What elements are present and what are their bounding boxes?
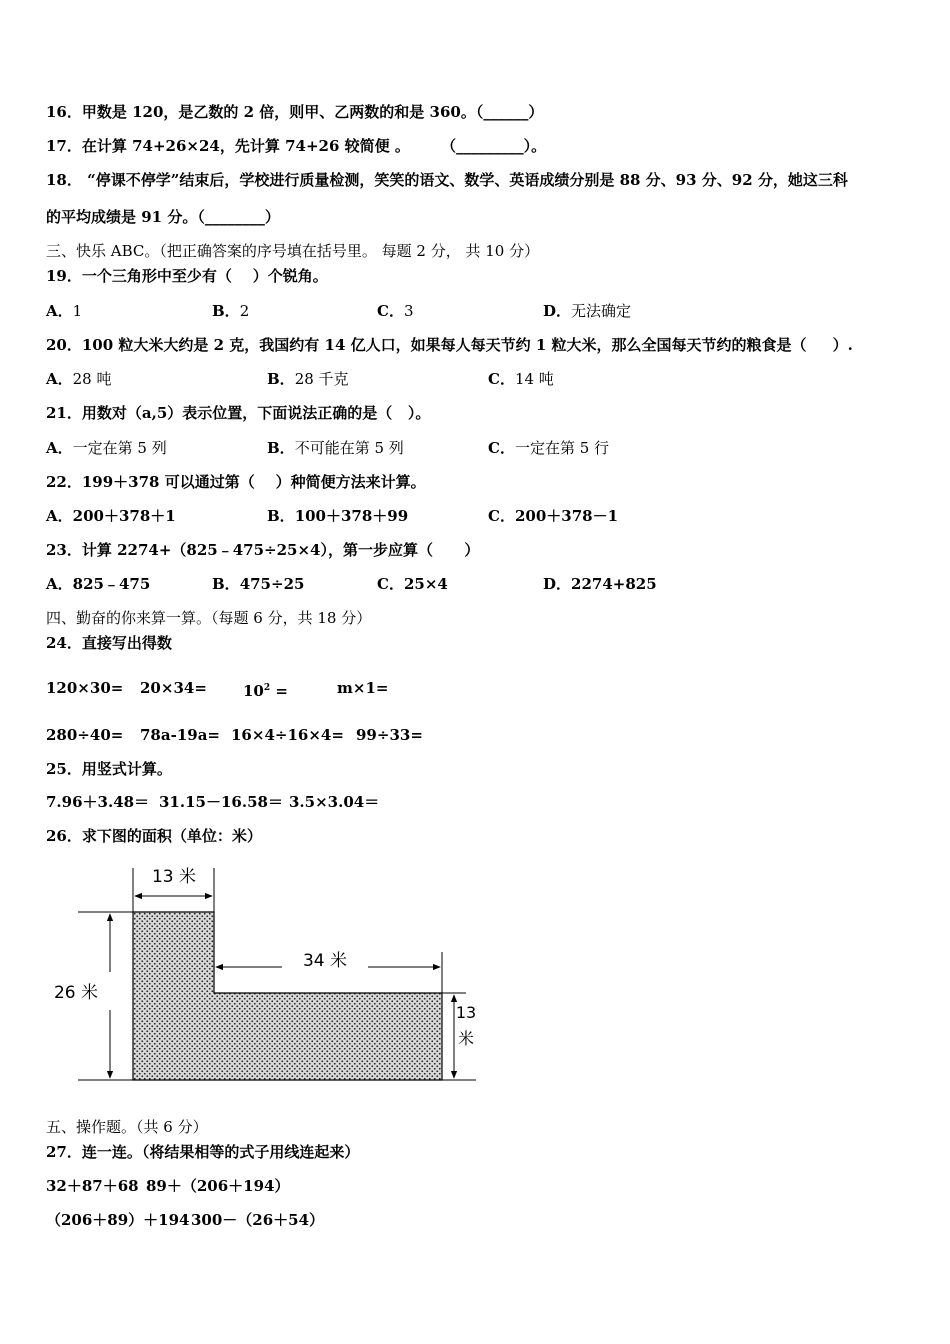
q25-item: 3.5×3.04＝ (289, 793, 380, 811)
question-27: 27．连一连。（将结果相等的式子用线连起来） (46, 1143, 360, 1161)
q19-option-b: B．2 (212, 302, 250, 320)
q25-item: 7.96＋3.48＝ (46, 793, 150, 811)
q24-item: 120×30= (46, 679, 124, 697)
q20-option-c: C．14 吨 (488, 370, 554, 388)
section-4-heading: 四、勤奋的你来算一算。（每题 6 分，共 18 分） (46, 609, 372, 627)
q23-option-d: D．2274+825 (543, 575, 657, 593)
q21-option-a: A．一定在第 5 列 (46, 439, 167, 457)
q19-option-c: C．3 (377, 302, 414, 320)
q27-expression: 89＋（206＋194） (146, 1177, 290, 1195)
right-length-label: 34 米 (302, 951, 348, 971)
q19-option-d: D．无法确定 (543, 302, 632, 320)
l-shape (133, 912, 442, 1080)
top-width-label: 13 米 (151, 867, 197, 887)
question-21: 21．用数对（a,5）表示位置，下面说法正确的是（ ）。 (46, 404, 431, 422)
section-3-heading: 三、快乐 ABC。（把正确答案的序号填在括号里。 每题 2 分， 共 10 分） (46, 242, 540, 260)
question-19: 19．一个三角形中至少有（ ）个锐角。 (46, 267, 328, 285)
section-5-heading: 五、操作题。（共 6 分） (46, 1118, 208, 1136)
q24-item: 78a-19a= (140, 726, 220, 744)
question-25: 25．用竖式计算。 (46, 760, 172, 778)
right-height-label-bottom: 米 (457, 1029, 475, 1048)
q24-item: 20×34= (140, 679, 207, 697)
question-26: 26．求下图的面积（单位：米） (46, 827, 262, 845)
question-20: 20．100 粒大米大约是 2 克，我国约有 14 亿人口，如果每人每天节约 1 粒大米，那么全国每天节约的粮食是（ ）. (46, 336, 853, 354)
q22-option-b: B．100＋378＋99 (267, 507, 409, 525)
question-17: 17．在计算 74+26×24，先计算 74+26 较简便 。 （_________）。 (46, 137, 547, 155)
q21-option-c: C．一定在第 5 行 (488, 439, 610, 457)
q24-item: m×1= (337, 679, 389, 697)
q24-item-power: $10^2$ = (243, 682, 288, 700)
q27-expression: 32＋87＋68 (46, 1177, 139, 1195)
question-18-line2: 的平均成绩是 91 分。（________） (46, 208, 280, 226)
right-height-label-top: 13 (455, 1003, 477, 1022)
q27-expression: （206＋89）＋194 (46, 1211, 190, 1229)
height-label: 26 米 (53, 983, 99, 1003)
question-18-line1: 18． “停课不停学”结束后，学校进行质量检测，笑笑的语文、数学、英语成绩分别是 88 分、93 分、92 分，她这三科 (46, 171, 848, 189)
question-24: 24．直接写出得数 (46, 634, 172, 652)
q25-item: 31.15－16.58＝ (159, 793, 283, 811)
q23-option-c: C．25×4 (377, 575, 448, 593)
q24-item: 16×4÷16×4= (231, 726, 344, 744)
q22-option-c: C．200＋378－1 (488, 507, 619, 525)
q24-item: 280÷40= (46, 726, 124, 744)
q27-expression: 300－（26＋54） (191, 1211, 325, 1229)
q21-option-b: B．不可能在第 5 列 (267, 439, 404, 457)
q22-option-a: A．200＋378＋1 (46, 507, 176, 525)
question-23: 23．计算 2274+（825﹣475÷25×4），第一步应算（ ） (46, 541, 480, 559)
q20-option-b: B．28 千克 (267, 370, 349, 388)
l-shape-figure (46, 860, 486, 1090)
q23-option-b: B．475÷25 (212, 575, 305, 593)
q23-option-a: A．825﹣475 (46, 575, 151, 593)
question-16: 16．甲数是 120，是乙数的 2 倍，则甲、乙两数的和是 360。（______） (46, 103, 544, 121)
q20-option-a: A．28 吨 (46, 370, 112, 388)
question-22: 22．199＋378 可以通过第（ ）种简便方法来计算。 (46, 473, 426, 491)
q24-item: 99÷33= (356, 726, 423, 744)
q19-option-a: A．1 (46, 302, 83, 320)
